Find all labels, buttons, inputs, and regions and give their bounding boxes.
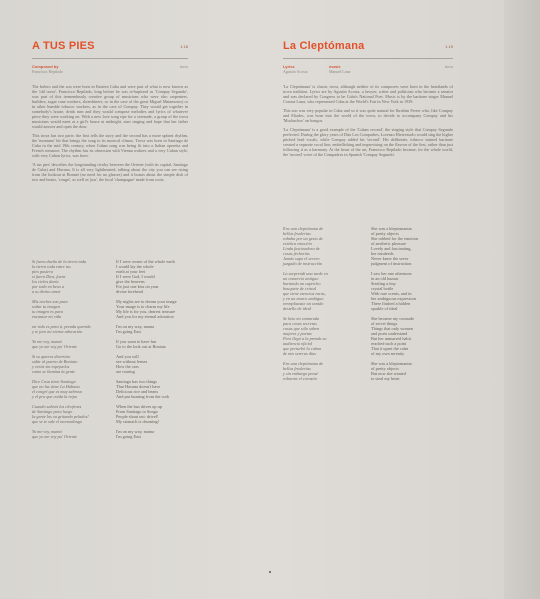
lyric-line: I'm going East bbox=[116, 329, 141, 334]
lyrics-english bbox=[116, 259, 196, 439]
lyric-line: juzgado de instrucción bbox=[283, 261, 323, 266]
lyric-line: Si fuera dueño de la tierra toda bbox=[32, 259, 87, 264]
lyric-line: como se ilumina la gente bbox=[32, 369, 75, 374]
lyric-line: por todo en beso a bbox=[32, 284, 64, 289]
lyric-line: her ambiguous expression bbox=[371, 296, 416, 301]
lyric-line: of aesthetic pleasure bbox=[371, 241, 407, 246]
notes-paragraph: The bolero and the son were born in Eastern Cuba and were part of what is now known as the 'old trova'. Francisco Repilado, long before he was re-baptised as 'Compay Segundo', was part of this tremendously creative group of musicians who were also carpenters, builders, sugar cane workers, shoeshiners; so in the case of the great Miguel Matamoros) or in other humble tobacco workers, as in the case of Compay. They would get together in somebody's house, drink rum and they would compose melodies and lyrics of whatever piece they were working on. With a new love song ripe for a serenade, a group of the trova musicians would meet at a girl's house at midnight, start singing and hope that her father would answer and open the door. bbox=[32, 84, 188, 129]
lyric-line: hurtando un capricho bbox=[283, 281, 321, 286]
lyric-line: For just one kiss on your bbox=[116, 284, 159, 289]
lyric-line: Era una cleptómana de bbox=[283, 361, 324, 366]
lyric-line: para cosas secretas bbox=[283, 321, 317, 326]
lyric-line: And you will bbox=[116, 354, 139, 359]
lyric-line: of pretty objects bbox=[371, 366, 399, 371]
lyric-line: y sin embargo pensé bbox=[283, 371, 319, 376]
lyric-line: She was a kleptomaniac bbox=[371, 226, 413, 231]
lyric-line: sparkle of ideal bbox=[371, 306, 398, 311]
song-notes bbox=[32, 84, 188, 182]
page-edge bbox=[504, 0, 540, 599]
lyric-line: But now she wanted bbox=[371, 371, 406, 376]
lyric-line: y el pru que cuida la tripa bbox=[32, 394, 77, 399]
lyric-line: If you want to have fun bbox=[116, 339, 157, 344]
lyric-line: divine forehead bbox=[116, 289, 143, 294]
credits bbox=[32, 64, 188, 78]
lyric-line: cosas que sólo saben bbox=[283, 326, 320, 331]
lyric-line: her misdeeds bbox=[371, 251, 394, 256]
lyric-line: She robbed for the emotion bbox=[371, 236, 419, 241]
composer-name: Francisco Repilado bbox=[32, 69, 63, 74]
lyric-line: and poets understand bbox=[371, 331, 408, 336]
lyric-line: My stomach is churning! bbox=[116, 419, 160, 424]
lyric-line: Se hizo mi camarada bbox=[283, 316, 320, 321]
lyric-line: That it upset the calm bbox=[371, 346, 409, 351]
notes-paragraph: 'La Cleptómana' is a good example of the 'Cuban second', the singing style that Compay Segundo perfected. During the glory years of Dúo Los Compadres, Lorenzo Hierrezuelo would sing the higher pitched lead vocals, while Compay added his 'second'. His deliberate, tobacco stained baritone created a separate vocal line, embellishing and improvising on the flavour of the first, rather than just following it as a harmony. At the heart of the art, Francisco Repilado became, for the whole world, the 'second' voice of the Compadres in Spanish 'Compay Segundo'. bbox=[283, 127, 454, 157]
lyric-line: la tierra toda entre tus bbox=[32, 264, 71, 269]
lyric-line: And you for my eternal adoration bbox=[116, 314, 174, 319]
lyric-line: reached such a point bbox=[371, 341, 407, 346]
lyric-line: bouquete de cristal bbox=[283, 286, 316, 291]
lyric-line: I'm going East bbox=[116, 434, 141, 439]
lyric-line: Go to the look out at Boniato bbox=[116, 344, 167, 349]
lyric-line: But her unmarred habit bbox=[371, 336, 411, 341]
lyric-line: destello de ideal bbox=[283, 306, 312, 311]
lyric-line: With rare scents, and in bbox=[371, 291, 412, 296]
lyric-line: pies pusiera bbox=[32, 269, 53, 274]
lyric-line: a tu divino amor bbox=[32, 289, 61, 294]
page-dot bbox=[269, 571, 271, 573]
lyric-line: People shout out: drivel! bbox=[116, 414, 159, 419]
lyric-line: de mis sereras días bbox=[283, 351, 316, 356]
lyric-line: And pru burning from the cork bbox=[116, 394, 170, 399]
lyric-line: y te juro mi eterna adoración bbox=[32, 329, 83, 334]
lyric-line: How the cars bbox=[116, 364, 139, 369]
lyric-line: Linda fascinadora de bbox=[283, 246, 320, 251]
lyric-line: are roaring bbox=[116, 369, 135, 374]
music-label: music bbox=[329, 64, 341, 69]
lyric-line: bellas fruslerías bbox=[283, 231, 311, 236]
song-title: A TUS PIES bbox=[32, 40, 95, 52]
lyric-line: I saw her one afternoon bbox=[371, 271, 412, 276]
genre-label: trova bbox=[179, 64, 188, 69]
lyric-line: of secret things bbox=[371, 321, 398, 326]
lyric-line: encantar mi vida bbox=[32, 314, 62, 319]
lyric-line: When the bus drives up up bbox=[116, 404, 162, 409]
lyric-line: There flashed a hidden bbox=[371, 301, 411, 306]
lyric-line: see without lenses bbox=[116, 359, 148, 364]
lyrics-english bbox=[371, 226, 453, 381]
genre-label: trova bbox=[444, 64, 453, 69]
lyrics-spanish bbox=[283, 226, 359, 381]
lyric-line: Stealing a tiny bbox=[371, 281, 396, 286]
lyric-line: Yo me voy, mamá bbox=[32, 429, 62, 434]
lyricist-name: Agustín Acosta bbox=[283, 69, 308, 74]
lyrics-spanish bbox=[32, 259, 110, 439]
lyric-line: Pero llegó a la prenda su bbox=[283, 336, 327, 341]
lyric-line: mi vida es para ti, prenda querida bbox=[32, 324, 91, 329]
lyric-line: y en un marco ambiguo bbox=[283, 296, 324, 301]
lyric-line: si fuera Dios, fuera bbox=[32, 274, 66, 279]
lyric-line: My nights are to dream your image bbox=[116, 299, 177, 304]
divider bbox=[283, 58, 453, 59]
lyric-line: of pretty objects bbox=[371, 231, 399, 236]
lyric-line: Lovely and fascinating, bbox=[371, 246, 412, 251]
lyric-line: que yo me voy pa' Oriente bbox=[32, 344, 77, 349]
lyric-line: I'm on my way, mama bbox=[116, 324, 155, 329]
lyric-line: My life is for you, dearest treasure bbox=[116, 309, 176, 314]
lyric-line: She was a kleptomaniac bbox=[371, 361, 413, 366]
lyric-line: of my own serenity bbox=[371, 351, 405, 356]
page-number: 1.19 bbox=[445, 44, 453, 49]
lyric-line: Dice Cosa tiene Santiago bbox=[32, 379, 76, 384]
lyric-line: give the heavens bbox=[116, 279, 145, 284]
lyric-line: Yo me voy, mamá bbox=[32, 339, 62, 344]
lyric-line: to steal my heart bbox=[371, 376, 400, 381]
page-number: 1.18 bbox=[180, 44, 188, 49]
lyric-line: estética emoción bbox=[283, 241, 312, 246]
lyric-line: Jamás supo el severo bbox=[283, 256, 320, 261]
lyric-line: subir al puerto de Boniato bbox=[32, 359, 78, 364]
lyric-line: el congrí que es muy sabroso bbox=[32, 389, 83, 394]
lyric-line: de Santiago para luego bbox=[32, 409, 73, 414]
song-title: La Cleptómana bbox=[283, 40, 365, 52]
lyric-line: que se te sale el morondongo bbox=[32, 419, 83, 424]
lyric-line: Cuando sabrás los cleofenes bbox=[32, 404, 82, 409]
lyric-line: From Santiago to Songo bbox=[116, 409, 158, 414]
lyric-line: Delicious rice and beans bbox=[116, 389, 159, 394]
lyric-line: Mis noches son para bbox=[32, 299, 68, 304]
lyric-line: Si tu quieres divertirte bbox=[32, 354, 71, 359]
lyric-line: que tiene esencias raras, bbox=[283, 291, 326, 296]
lyric-line: audiencia oficial bbox=[283, 341, 312, 346]
lyric-line: que no las tiene La Habana bbox=[32, 384, 80, 389]
lyric-line: y verás sin espejuelos bbox=[32, 364, 70, 369]
lyric-line: earth at your feet bbox=[116, 269, 146, 274]
lyric-line: un comercio antiguo bbox=[283, 276, 319, 281]
lyric-line: Your image is to charm my life bbox=[116, 304, 170, 309]
notes-paragraph: This trova has two parts: the first tells the story and the second has a more upbeat rhythm, the 'montuno' bit that brings the song to its musical climax. Trova was born in Santiago de Cuba in the mid 19th century, when Cuban song was being fit into a Italian operetta and French romance. The rhythm has its obsession with Vienna waltzes and a very Cuban style, with very Cuban lyrics, was born. bbox=[32, 133, 188, 158]
lyric-line: If I were owner of the whole earth bbox=[116, 259, 175, 264]
divider bbox=[32, 58, 188, 59]
credits bbox=[283, 64, 453, 78]
lyric-line: I'm on my way, mama bbox=[116, 429, 155, 434]
lyric-line: los cielos daría bbox=[32, 279, 59, 284]
lyric-line: soñar tu imagen bbox=[32, 304, 60, 309]
notes-paragraph: 'La Cleptómana' is classic trova, although neither of its composers were born in the heartlands of trova tradition. Lyrics are by Agustin Acosta, a lawyer, writer and politician who became a senator and was declared by Congress to be Cuba's National Poet. Music is by the baritone singer Manuel Corona Luna, who represented Cuba at the World's Fair in New York in 1939. bbox=[283, 84, 453, 104]
lyric-line: La sorprendí una tarde en bbox=[283, 271, 328, 276]
lyric-line: I would lay the whole bbox=[116, 264, 154, 269]
right-page bbox=[283, 40, 453, 161]
lyric-line: Never knew the sever bbox=[371, 256, 409, 261]
lyric-line: que perturbó la calma bbox=[283, 346, 322, 351]
composer-name: Manuel Luna bbox=[329, 69, 351, 74]
left-page bbox=[32, 40, 188, 186]
lyric-line: reemplazaste un sonido bbox=[283, 301, 324, 306]
lyric-line: robaba por un gesto de bbox=[283, 236, 323, 241]
lyric-line: judgment of instruction bbox=[371, 261, 412, 266]
lyric-line: la gente los va gritando pelados! bbox=[32, 414, 89, 419]
lyric-line: cosas fechorías bbox=[283, 251, 310, 256]
lyric-line: Santiago has two things bbox=[116, 379, 157, 384]
lyric-line: tu imagen es para bbox=[32, 309, 63, 314]
lyric-line: que yo me voy pa' Oriente bbox=[32, 434, 77, 439]
lyric-line: crystal bottle bbox=[371, 286, 394, 291]
lyric-line: If I were God, I would bbox=[116, 274, 155, 279]
lyric-line: mujeres y poetas bbox=[283, 331, 312, 336]
composed-label: Composed by bbox=[32, 64, 59, 69]
notes-paragraph: This son was very popular in Cuba and so it was quite natural for Ibrahim Ferrer who, like Compay and Eliades, was born into the world of the trova, to decide to accompany Compay and his 'Muchachos' on bongos. bbox=[283, 108, 453, 123]
lyric-line: Things that only women bbox=[371, 326, 413, 331]
lyric-line: That Havana doesn't have bbox=[116, 384, 161, 389]
notes-paragraph: 'A tus pies' describes the longstanding rivalry between the Oriente (with its capital, Santiago de Cuba) and Havana. It is all very lighthearted, talking about the city you can see rising from the lookout at Bonnet (no need for no glasses) and it boasts about the simple dish of rice and beans, 'congri', as well as 'pru', the local 'champagne' made from roots. bbox=[32, 162, 188, 182]
lyric-line: She became my comrade bbox=[371, 316, 415, 321]
lyric-line: in an old bazaar bbox=[371, 276, 399, 281]
lyric-line: Era una cleptómana de bbox=[283, 226, 324, 231]
lyric-line: bellas fruslerías bbox=[283, 366, 311, 371]
lyric-line: robarme el corazón bbox=[283, 376, 317, 381]
lyrics-label: Lyrics bbox=[283, 64, 295, 69]
song-notes bbox=[283, 84, 453, 157]
